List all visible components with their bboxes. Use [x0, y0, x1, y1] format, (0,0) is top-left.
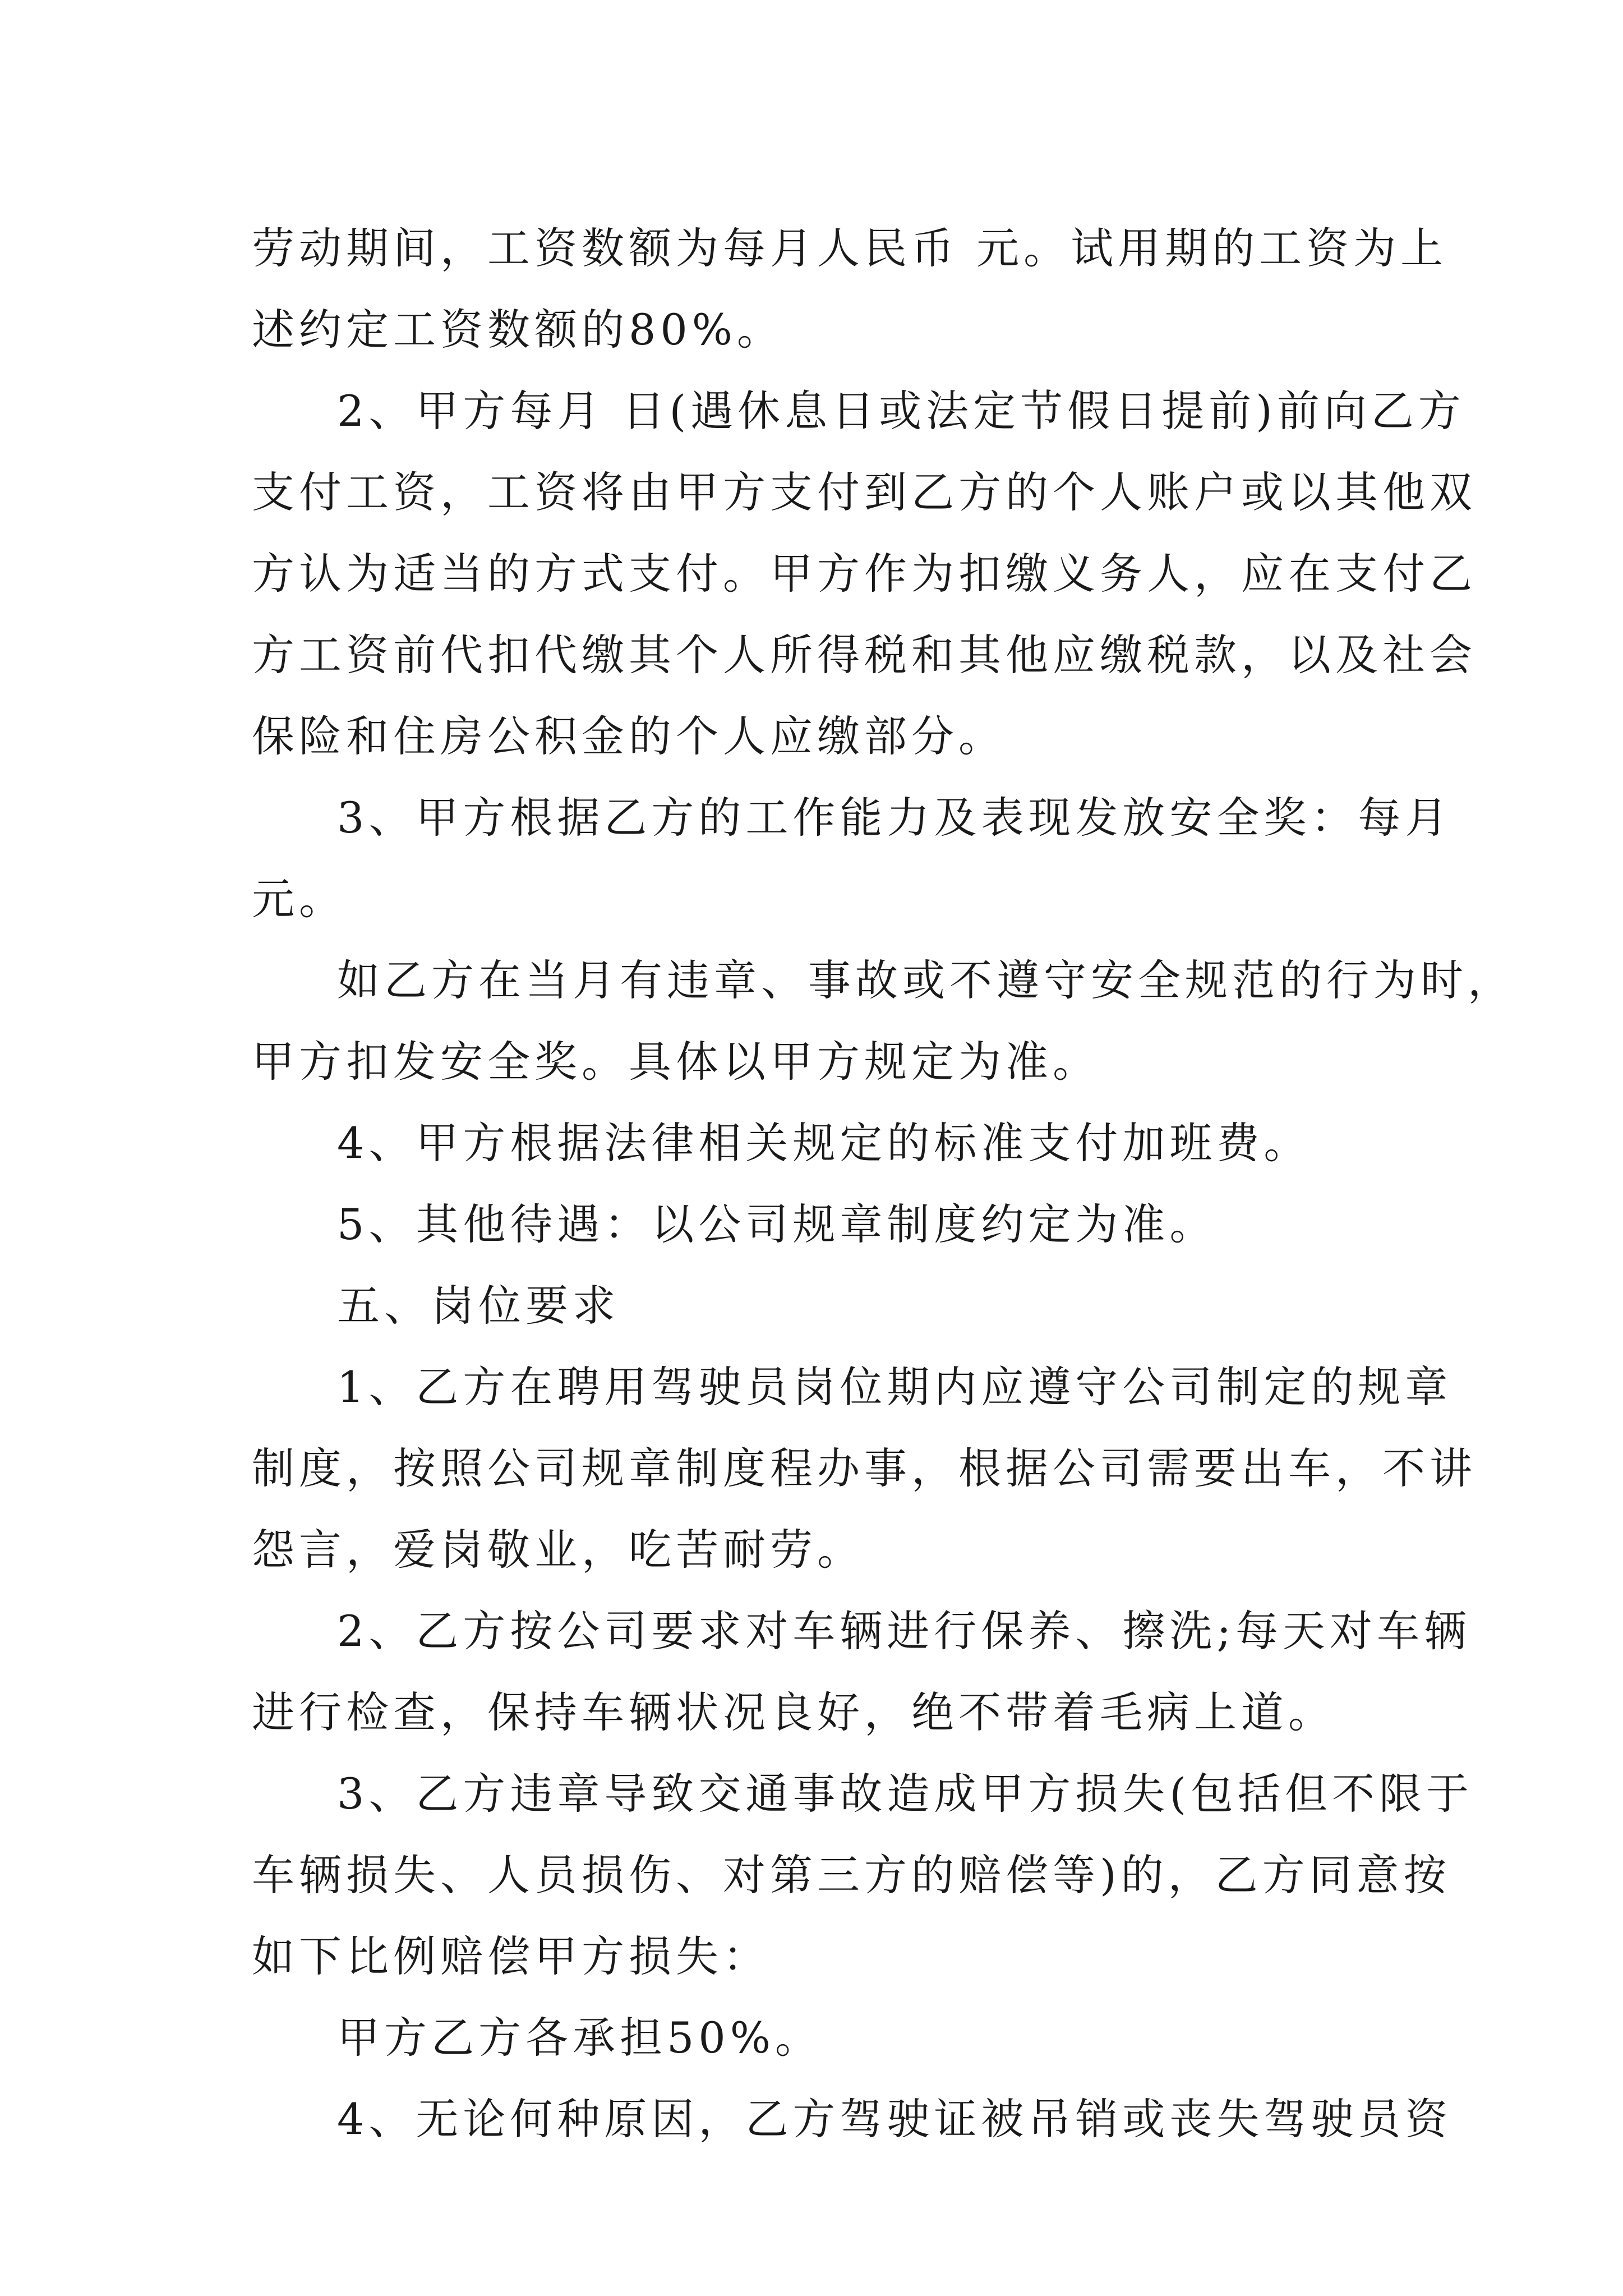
text-line: 元。: [252, 874, 346, 924]
text-line: 如乙方在当月有违章、事故或不遵守安全规范的行为时，: [337, 955, 1515, 1005]
text-line: 车辆损失、人员损伤、对第三方的赔偿等)的，乙方同意按: [252, 1850, 1451, 1900]
text-line: 五、岗位要求: [337, 1281, 620, 1331]
text-line: 甲方乙方各承担50%。: [337, 2013, 822, 2063]
text-line: 制度，按照公司规章制度程办事，根据公司需要出车，不讲: [252, 1443, 1477, 1493]
text-line: 如下比例赔偿甲方损失：: [252, 1931, 770, 1981]
document-body: [252, 208, 1515, 2160]
text-line: 支付工资，工资将由甲方支付到乙方的个人账户或以其他双: [252, 467, 1477, 517]
text-line: 怨言，爱岗敬业，吃苦耐劳。: [252, 1525, 864, 1575]
text-line: 1、乙方在聘用驾驶员岗位期内应遵守公司制定的规章: [337, 1362, 1453, 1412]
text-line: 2、乙方按公司要求对车辆进行保养、擦洗;每天对车辆: [337, 1606, 1471, 1656]
text-line: 述约定工资数额的80%。: [252, 305, 784, 355]
text-line: 2、甲方每月 日(遇休息日或法定节假日提前)前向乙方: [337, 386, 1465, 436]
text-line: 方认为适当的方式支付。甲方作为扣缴义务人，应在支付乙: [252, 549, 1477, 599]
text-line: 5、其他待遇：以公司规章制度约定为准。: [337, 1199, 1217, 1249]
text-line: 甲方扣发安全奖。具体以甲方规定为准。: [252, 1037, 1100, 1087]
text-line: 3、甲方根据乙方的工作能力及表现发放安全奖：每月: [337, 793, 1453, 843]
text-line: 劳动期间，工资数额为每月人民币 元。试用期的工资为上: [252, 223, 1448, 273]
text-line: 3、乙方违章导致交通事故造成甲方损失(包括但不限于: [337, 1769, 1474, 1819]
text-line: 4、甲方根据法律相关规定的标准支付加班费。: [337, 1118, 1311, 1168]
text-line: 进行检查，保持车辆状况良好，绝不带着毛病上道。: [252, 1687, 1335, 1737]
text-line: 4、无论何种原因，乙方驾驶证被吊销或丧失驾驶员资: [337, 2094, 1453, 2144]
text-line: 方工资前代扣代缴其个人所得税和其他应缴税款，以及社会: [252, 630, 1477, 680]
text-line: 保险和住房公积金的个人应缴部分。: [252, 711, 1006, 761]
